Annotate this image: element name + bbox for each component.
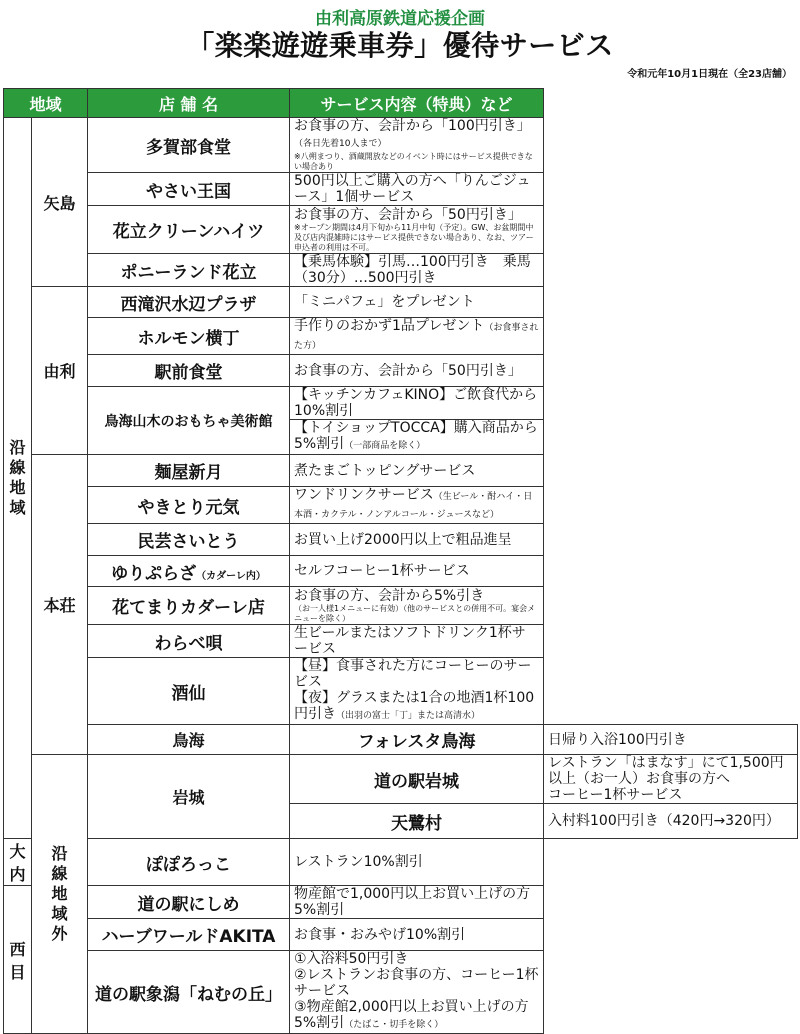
area-nishime: 西目 bbox=[4, 886, 32, 1034]
shop-name: 駅前食堂 bbox=[88, 355, 290, 387]
col-area: 地域 bbox=[4, 89, 88, 118]
service-text: ワンドリンクサービス（生ビール・酎ハイ・日本酒・カクテル・ノンアルコール・ジュースなど） bbox=[290, 487, 544, 524]
service-text: お食事の方、会計から「100円引き」（各日先着10人まで） ※八朔まつり、酒蔵開放などのイベント時にはサービス提供できない場合あり bbox=[290, 118, 544, 173]
service-text: お買い上げ2000円以上で粗品進呈 bbox=[290, 524, 544, 556]
page-title: 「楽楽遊遊乗車券」優待サービス bbox=[186, 29, 614, 62]
table-row bbox=[4, 839, 798, 886]
shop-name: やきとり元気 bbox=[88, 487, 290, 524]
table-row bbox=[4, 355, 798, 387]
area-yashima: 矢島 bbox=[32, 118, 88, 287]
service-text: 【昼】食事された方にコーヒーのサービス 【夜】グラスまたは1合の地酒1杯100円引き（出羽の富士「丁」または高清水） bbox=[290, 658, 544, 725]
date-note: 令和元年10月1日現在（全23店舗） bbox=[627, 69, 792, 80]
table-row bbox=[4, 755, 798, 804]
service-text: 日帰り入浴100円引き bbox=[544, 725, 798, 755]
shop-name: ハーブワールドAKITA bbox=[88, 919, 290, 951]
table-row bbox=[4, 455, 798, 487]
service-text: 【トイショップTOCCA】購入商品から5%割引（一部商品を除く） bbox=[290, 420, 544, 455]
service-text: お食事の方、会計から5%引き （お一人様1メニューに有効）（他のサービスとの併用不可。宴会メニューを除く） bbox=[290, 587, 544, 625]
table-row bbox=[4, 287, 798, 318]
service-text: 入村料100円引き（420円→320円） bbox=[544, 804, 798, 839]
shop-name: 道の駅岩城 bbox=[290, 755, 544, 804]
table-row bbox=[4, 206, 798, 254]
service-text: 物産館で1,000円以上お買い上げの方5%割引 bbox=[290, 886, 544, 919]
shop-name: ぽぽろっこ bbox=[88, 839, 290, 886]
service-text: 生ビールまたはソフトドリンク1杯サービス bbox=[290, 625, 544, 658]
table-row bbox=[4, 254, 798, 287]
zone-outside: 沿 線 地 域 外 bbox=[32, 755, 88, 1034]
table-row bbox=[4, 318, 798, 355]
shop-name: 麺屋新月 bbox=[88, 455, 290, 487]
area-yuri: 由利 bbox=[32, 287, 88, 455]
shop-name: 鳥海山木のおもちゃ美術館 bbox=[88, 387, 290, 455]
service-text: お食事の方、会計から「50円引き」 ※オープン期間は4月下旬から11月中旬（予定）。GW、お盆期間中及び店内混雑時にはサービス提供できない場合あり、なお、ツアー申込者の利用は不可。 bbox=[290, 206, 544, 254]
area-chokai: 鳥海 bbox=[88, 725, 290, 755]
col-shop: 店 舗 名 bbox=[88, 89, 290, 118]
table-row bbox=[4, 919, 798, 951]
zone-along: 沿 線 地 域 bbox=[4, 118, 32, 839]
shop-name: ホルモン横丁 bbox=[88, 318, 290, 355]
shop-name: 道の駅象潟「ねむの丘」 bbox=[88, 951, 290, 1034]
table-row bbox=[4, 886, 798, 919]
area-iwaki: 岩城 bbox=[88, 755, 290, 839]
shop-name: ポニーランド花立 bbox=[88, 254, 290, 287]
service-text: レストラン「はまなす」にて1,500円以上（お一人）お食事の方へ コーヒー1杯サービス bbox=[544, 755, 798, 804]
table-row bbox=[4, 725, 798, 755]
service-text: セルフコーヒー1杯サービス bbox=[290, 556, 544, 587]
table-row bbox=[4, 387, 798, 420]
shop-name: わらべ唄 bbox=[88, 625, 290, 658]
shop-name: 民芸さいとう bbox=[88, 524, 290, 556]
shop-name: 花てまりカダーレ店 bbox=[88, 587, 290, 625]
shop-name: ゆりぷらざ（カダーレ内） bbox=[88, 556, 290, 587]
service-text: お食事の方、会計から「50円引き」 bbox=[290, 355, 544, 387]
shop-name: 酒仙 bbox=[88, 658, 290, 725]
service-text: 500円以上ご購入の方へ「りんごジュース」1個サービス bbox=[290, 173, 544, 206]
service-text: お食事・おみやげ10%割引 bbox=[290, 919, 544, 951]
service-text: 【キッチンカフェKINO】ご飲食代から10%割引 bbox=[290, 387, 544, 420]
shop-name: 西滝沢水辺プラザ bbox=[88, 287, 290, 318]
table-row bbox=[4, 658, 798, 725]
table-row bbox=[4, 118, 798, 173]
service-text: レストラン10%割引 bbox=[290, 839, 544, 886]
service-text: 手作りのおかず1品プレゼント（お食事された方） bbox=[290, 318, 544, 355]
shop-name: 花立クリーンハイツ bbox=[88, 206, 290, 254]
table-row bbox=[4, 587, 798, 625]
service-text: 「ミニパフェ」をプレゼント bbox=[290, 287, 544, 318]
page-subtitle: 由利高原鉄道応援企画 bbox=[315, 9, 485, 29]
table-row bbox=[4, 173, 798, 206]
shop-name: 天鷺村 bbox=[290, 804, 544, 839]
shop-name: 道の駅にしめ bbox=[88, 886, 290, 919]
shop-name: やさい王国 bbox=[88, 173, 290, 206]
table-row bbox=[4, 556, 798, 587]
table-row bbox=[4, 487, 798, 524]
table-row bbox=[4, 524, 798, 556]
header-row bbox=[4, 89, 798, 118]
area-honjo: 本荘 bbox=[32, 455, 88, 755]
table-row bbox=[4, 625, 798, 658]
area-ouchi: 大内 bbox=[4, 839, 32, 886]
shop-name: フォレスタ鳥海 bbox=[290, 725, 544, 755]
table-row bbox=[4, 951, 798, 1034]
service-text: 【乗馬体験】引馬…100円引き 乗馬（30分）…500円引き bbox=[290, 254, 544, 287]
service-text: ①入浴料50円引き ②レストランお食事の方、コーヒー1杯サービス ③物産館2,000円以上お買い上げの方5%割引（たばこ・切手を除く） bbox=[290, 951, 544, 1034]
shop-name: 多賀部食堂 bbox=[88, 118, 290, 173]
col-service: サービス内容（特典）など bbox=[290, 89, 544, 118]
service-text: 煮たまごトッピングサービス bbox=[290, 455, 544, 487]
service-table bbox=[3, 88, 798, 1034]
